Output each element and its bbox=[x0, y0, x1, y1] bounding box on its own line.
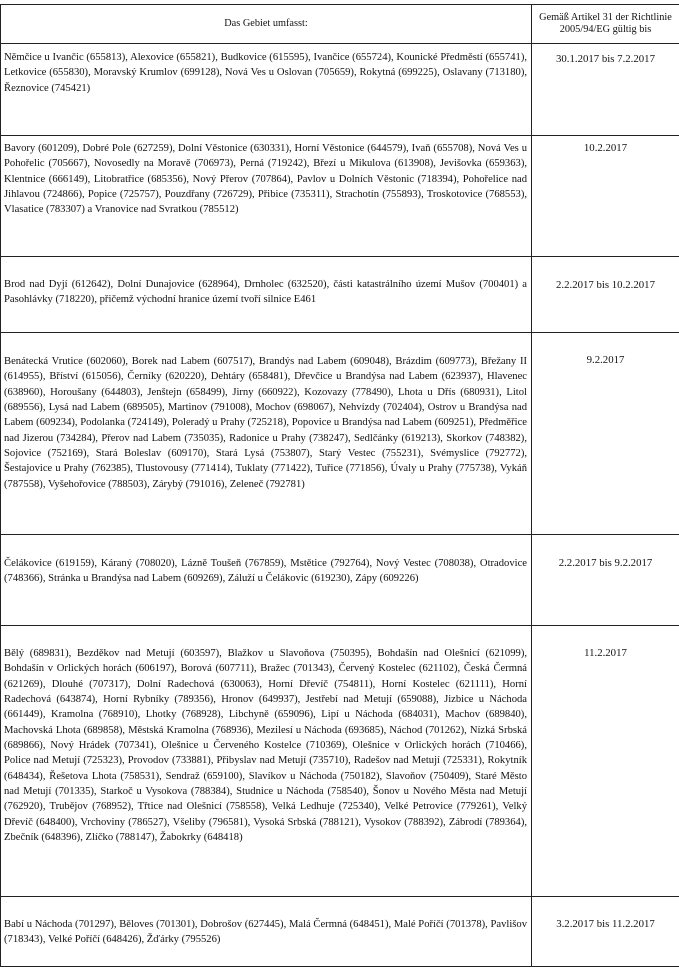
valid-until-text: 2.2.2017 bis 9.2.2017 bbox=[534, 556, 677, 571]
table-header-row bbox=[1, 5, 679, 44]
area-cell bbox=[1, 333, 532, 535]
area-text: Benátecká Vrutice (602060), Borek nad Labem (607517), Brandýs nad Labem (609048), Brázdim (609773), Břežany II (614955), Bříství (615056), Černíky (620220), Dehtáry (658481), Dřevčice u Brandýsa nad Labem (623937), Hlavenec (638960), Horoušany (644803), Jenštejn (658499), Jirny (660922), Kozovazy (778490), Lhota u Dřís (680931), Litol (689556), Lysá nad Labem (689505), Martinov (791008), Mochov (698067), Nehvízdy (702404), Ostrov u Brandýsa nad Labem (609234), Podolanka (724149), Poleradý u Prahy (725218), Popovice u Brandýsa nad Labem (609251), Předměřice nad Jizerou (734284), Přerov nad Labem (735035), Radonice u Prahy (738247), Sedlčánky (619213), Skorkov (748382), Sojovice (752169), Stará Boleslav (609170), Stará Lysá (753807), Starý Vestec (755231), Svémyslice (792772), Šestajovice u Prahy (762385), Tlustovousy (771414), Tuklaty (771422), Tuřice (771856), Úvaly u Prahy (775738), Vykáň (787558), Vyšehořovice (788503), Zárybý (791016), Zeleneč (792781) bbox=[4, 354, 527, 492]
table-row bbox=[1, 136, 679, 257]
table-row bbox=[1, 626, 679, 897]
area-cell bbox=[1, 44, 532, 136]
valid-until-cell bbox=[532, 136, 679, 257]
area-cell bbox=[1, 136, 532, 257]
area-text: Čelákovice (619159), Káraný (708020), Lázně Toušeň (767859), Mstětice (792764), Nový Vestec (708038), Otradovice (748366), Stránka u Brandýsa nad Labem (609269), Záluží u Čelákovic (619230), Zápy (609226) bbox=[4, 556, 527, 587]
zone-table bbox=[0, 4, 679, 967]
valid-until-cell bbox=[532, 626, 679, 897]
area-cell bbox=[1, 535, 532, 626]
valid-until-cell bbox=[532, 333, 679, 535]
valid-until-text: 10.2.2017 bbox=[534, 141, 677, 156]
table-row bbox=[1, 44, 679, 136]
valid-until-text: 9.2.2017 bbox=[534, 353, 677, 368]
valid-until-cell bbox=[532, 257, 679, 333]
area-text: Bělý (689831), Bezděkov nad Metují (603597), Blažkov u Slavoňova (750395), Bohdašín nad Olešnicí (621099), Bohdašín v Orlických horách (606197), Borová (607711), Bražec (701343), Červený Kostelec (621102), Česká Čermná (621269), Dlouhé (707317), Dolní Radechová (630063), Horní Dřevíč (754811), Horní Kostelec (621111), Horní Radechová (643874), Horní Rybníky (789356), Hronov (649937), Jestřebí nad Metují (659088), Jizbice u Náchoda (661449), Kramolna (768910), Lhotky (768928), Libchyně (659096), Lipí u Náchoda (684031), Machov (689840), Machovská Lhota (689858), Městská Kramolna (768936), Mezilesí u Náchoda (693685), Náchod (701262), Nízká Srbská (689866), Nový Hrádek (707341), Olešnice u Červeného Kostelce (710369), Olešnice v Orlických horách (710466), Police nad Metují (725323), Provodov (733881), Přibyslav nad Metují (735710), Radešov nad Metují (725331), Rokytník (648434), Řešetova Lhota (758531), Sendraž (659100), Slavíkov u Náchoda (750182), Slavoňov (750409), Staré Město nad Metují (701335), Starkoč u Vysokova (788384), Studnice u Náchoda (758540), Šonov u Nového Města nad Metují (762920), Trubějov (768952), Třtice nad Olešnicí (758558), Velká Ledhuje (725340), Velké Petrovice (779261), Velký Dřevíč (648400), Vrchoviny (786527), Všeliby (796581), Vysoká Srbská (788121), Vysokov (788392), Zábrodí (789364), Zbečník (648396), Zlíčko (788147), Žabokrky (648418) bbox=[4, 646, 527, 845]
valid-until-text: 30.1.2017 bis 7.2.2017 bbox=[534, 52, 677, 67]
valid-until-text: 2.2.2017 bis 10.2.2017 bbox=[534, 278, 677, 293]
area-text: Bavory (601209), Dobré Pole (627259), Dolní Věstonice (630331), Horní Věstonice (644579), Ivaň (655708), Nová Ves u Pohořelic (705667), Novosedly na Moravě (706973), Perná (719242), Březí u Mikulova (613908), Jevišovka (659363), Klentnice (666149), Litobratřice (685356), Nový Přerov (707864), Pavlov u Dolních Věstonic (718394), Pohořelice nad Jihlavou (724866), Popice (725757), Pouzdřany (726729), Přibice (735311), Strachotín (755893), Troskotovice (768553), Vlasatice (783307) a Vranovice nad Svratkou (785512) bbox=[4, 141, 527, 218]
header-valid-until-column: Gemäß Artikel 31 der Richtlinie 2005/94/EG gültig bis bbox=[532, 5, 679, 44]
area-text: Babí u Náchoda (701297), Běloves (701301), Dobrošov (627445), Malá Čermná (648451), Malé Poříčí (701378), Pavlišov (718343), Velké Poříčí (648426), Žďárky (795526) bbox=[4, 917, 527, 948]
valid-until-cell bbox=[532, 44, 679, 136]
valid-until-text: 3.2.2017 bis 11.2.2017 bbox=[534, 917, 677, 932]
area-cell bbox=[1, 257, 532, 333]
table-row bbox=[1, 897, 679, 967]
area-cell bbox=[1, 626, 532, 897]
table-row bbox=[1, 257, 679, 333]
table-row bbox=[1, 535, 679, 626]
table-row bbox=[1, 333, 679, 535]
area-text: Brod nad Dyjí (612642), Dolní Dunajovice (628964), Drnholec (632520), části katastrálního území Mušov (700401) a Pasohlávky (718220), přičemž východní hranice území tvoří silnice E461 bbox=[4, 277, 527, 308]
valid-until-text: 11.2.2017 bbox=[534, 646, 677, 661]
header-area-column: Das Gebiet umfasst: bbox=[1, 5, 532, 44]
area-cell bbox=[1, 897, 532, 967]
valid-until-cell bbox=[532, 897, 679, 967]
area-text: Němčice u Ivančic (655813), Alexovice (655821), Budkovice (615595), Ivančice (655724), Kounické Předměstí (655741), Letkovice (655830), Moravský Krumlov (699128), Nová Ves u Oslovan (705659), Rokytná (699225), Oslavany (713180), Řeznovice (745421) bbox=[4, 50, 527, 96]
valid-until-cell bbox=[532, 535, 679, 626]
